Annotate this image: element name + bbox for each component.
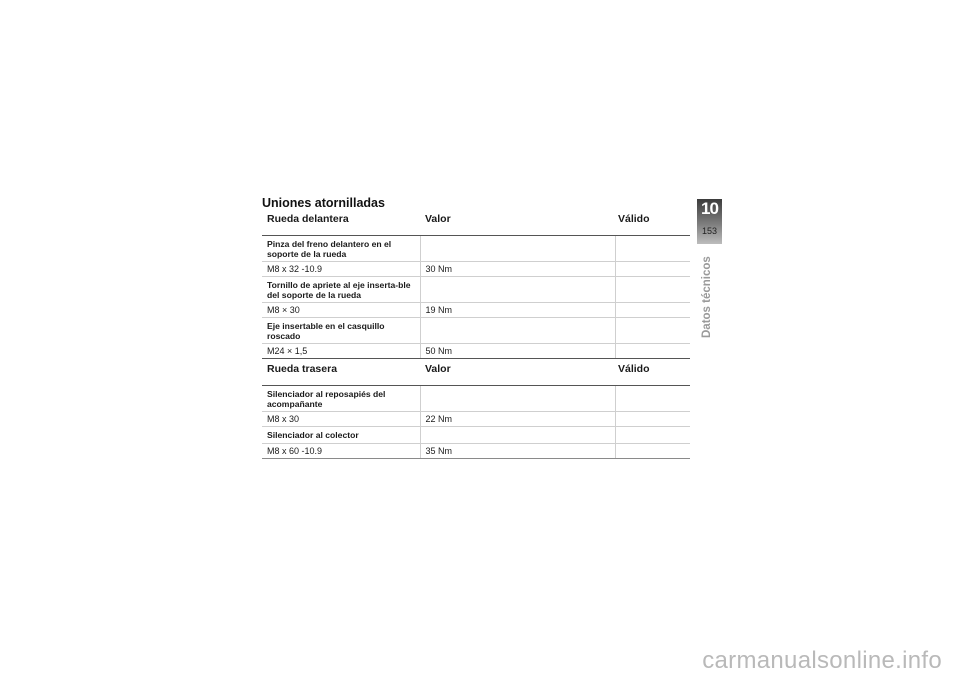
empty-cell [615,277,690,303]
page-number: 153 [701,226,718,236]
column-header-item: Rueda delantera [262,209,420,236]
table-row [262,444,690,459]
valid-cell [615,344,690,359]
empty-cell [420,427,615,444]
empty-cell [615,236,690,262]
value-cell: 22 Nm [420,412,615,427]
empty-cell [420,318,615,344]
watermark: carmanualsonline.info [702,647,942,674]
spec-cell: M8 x 60 -10.9 [262,444,420,459]
spec-cell: M8 x 30 [262,412,420,427]
table-row [262,386,690,412]
valid-cell [615,303,690,318]
table-row [262,277,690,303]
spec-cell: M8 x 32 -10.9 [262,262,420,277]
front-header-row [262,209,690,236]
empty-cell [420,236,615,262]
column-header-valid: Válido [615,209,690,236]
valid-cell [615,412,690,427]
empty-cell [615,386,690,412]
empty-cell [420,277,615,303]
item-label: Tornillo de apriete al eje inserta-ble del soporte de la rueda [262,277,420,303]
item-label: Eje insertable en el casquillo roscado [262,318,420,344]
empty-cell [615,318,690,344]
value-cell: 19 Nm [420,303,615,318]
item-label: Silenciador al colector [262,427,420,444]
empty-cell [615,427,690,444]
chapter-number: 10 [701,199,718,218]
table-row [262,262,690,277]
rear-header-row [262,359,690,386]
column-header-item: Rueda trasera [262,359,420,386]
valid-cell [615,262,690,277]
chapter-label: Datos técnicos [701,256,713,338]
valid-cell [615,444,690,459]
column-header-valid: Válido [615,359,690,386]
section-title: Uniones atornilladas [262,196,385,210]
table-row [262,412,690,427]
table-row [262,427,690,444]
torque-table [262,209,690,459]
table-row [262,318,690,344]
value-cell: 50 Nm [420,344,615,359]
table-row [262,236,690,262]
column-header-value: Valor [420,209,615,236]
column-header-value: Valor [420,359,615,386]
item-label: Silenciador al reposapiés del acompañante [262,386,420,412]
table-row [262,303,690,318]
value-cell: 35 Nm [420,444,615,459]
spec-cell: M8 × 30 [262,303,420,318]
empty-cell [420,386,615,412]
item-label: Pinza del freno delantero en el soporte de la rueda [262,236,420,262]
spec-cell: M24 × 1,5 [262,344,420,359]
value-cell: 30 Nm [420,262,615,277]
table-row [262,344,690,359]
